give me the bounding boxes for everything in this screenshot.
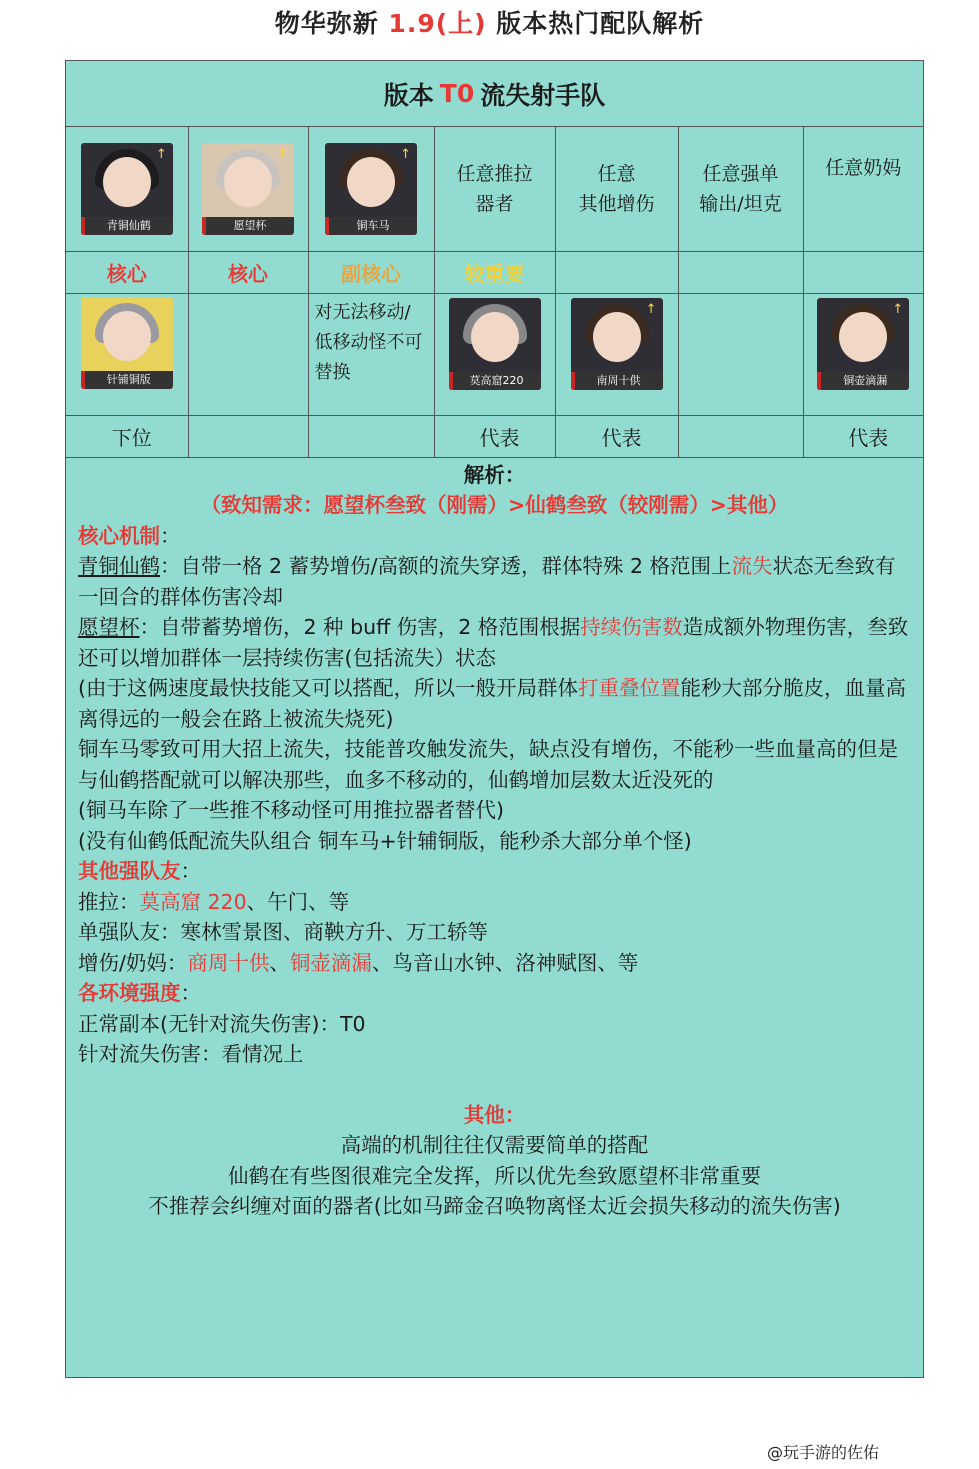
role-label: 核心 — [188, 251, 308, 293]
note-1: (由于这俩速度最快技能又可以搭配，所以一般开局群体打重叠位置能秒大部分脆皮，血量高离得远的一般会在路上被流失烧死) — [78, 676, 906, 731]
other-line-1: 高端的机制往往仅需要简单的搭配 — [340, 1133, 649, 1157]
character-portrait-yuanwang[interactable]: ↑ 愿望杯 — [202, 143, 294, 235]
alt-label — [308, 415, 434, 457]
alt-label: 代表 — [434, 415, 555, 457]
others-heading: 其他强队友： — [78, 859, 201, 883]
upgrade-arrow-icon: ↑ — [400, 146, 411, 162]
slot-healer: 任意奶妈 — [803, 127, 923, 251]
role-label — [555, 251, 678, 293]
team-card — [65, 60, 924, 1378]
analysis-section — [66, 458, 923, 1222]
role-label: 较重要 — [434, 251, 555, 293]
alt-label: 下位 — [66, 415, 188, 457]
upgrade-arrow-icon: ↑ — [277, 146, 288, 162]
slot-push: 任意推拉 器者 — [434, 127, 555, 251]
yuanwang-desc: 愿望杯：自带蓄势增伤，2 种 buff 伤害，2 格范围根据持续伤害数造成额外物理伤害，叁致还可以增加群体一层持续伤害(包括流失）状态 — [78, 615, 909, 670]
alt-label — [678, 415, 803, 457]
requirement-line: （致知需求：愿望杯叁致（刚需）>仙鹤叁致（较刚需）>其他） — [200, 493, 789, 517]
single-line: 单强队友：寒林雪景图、商鞅方升、万工轿等 — [78, 920, 488, 944]
watermark: @玩手游的佐佑 — [766, 1443, 879, 1462]
role-label — [803, 251, 923, 293]
env-line-1: 正常副本(无针对流失伤害)：T0 — [78, 1011, 366, 1036]
env-heading: 各环境强度： — [78, 981, 201, 1005]
alt-label — [188, 415, 308, 457]
character-portrait-tongchema[interactable]: ↑ 铜车马 — [325, 143, 417, 235]
char-cell-xianhe — [66, 127, 188, 251]
other-heading: 其他： — [463, 1102, 526, 1127]
core-heading: 核心机制： — [78, 523, 181, 548]
char-cell-yuanwang — [188, 127, 308, 251]
alt-cell-5 — [555, 293, 678, 415]
upgrade-arrow-icon: ↑ — [892, 302, 904, 317]
slot-buff: 任意 其他增伤 — [555, 127, 678, 251]
upgrade-arrow-icon: ↑ — [645, 302, 657, 317]
buff-line: 增伤/奶妈：商周十供、铜壶滴漏、鸟音山水钟、洛神赋图、等 — [78, 950, 639, 975]
env-line-2: 针对流失伤害：看情况上 — [78, 1042, 304, 1066]
character-portrait-zhenpu[interactable]: 针铺铜版 — [81, 297, 173, 389]
role-label — [678, 251, 803, 293]
character-portrait-tonghu[interactable]: ↑ 铜壶滴漏 — [817, 298, 909, 390]
page-title: 物华弥新 1.9(上) 版本热门配队解析 — [274, 9, 705, 38]
note-2: (铜马车除了一些推不移动怪可用推拉器者替代) — [78, 798, 504, 822]
upgrade-arrow-icon: ↑ — [155, 146, 167, 162]
alt-label: 代表 — [555, 415, 678, 457]
push-line: 推拉：莫高窟 220、午门、等 — [78, 889, 350, 914]
role-label: 核心 — [66, 251, 188, 293]
xianhe-desc: 青铜仙鹤：自带一格 2 蓄势增伤/高额的流失穿透，群体特殊 2 格范围上流失状态无叁致有一回合的群体伤害冷却 — [78, 554, 896, 609]
character-portrait-nanzhou[interactable]: ↑ 南周十供 — [571, 298, 663, 390]
alt-cell-4 — [434, 293, 555, 415]
alt-label: 代表 — [803, 415, 923, 457]
alt-cell-7 — [803, 293, 923, 415]
role-label: 副核心 — [308, 251, 434, 293]
alt-cell-6 — [678, 293, 803, 415]
analysis-heading: 解析： — [463, 462, 526, 487]
note-3: (没有仙鹤低配流失队组合 铜车马+针辅铜版，能秒杀大部分单个怪) — [78, 828, 692, 853]
character-portrait-mogaoku[interactable]: 莫高窟220 — [449, 298, 541, 390]
team-grid — [66, 127, 923, 458]
character-portrait-xianhe[interactable]: ↑ 青铜仙鹤 — [81, 143, 173, 235]
slot-dps-tank: 任意强单 输出/坦克 — [678, 127, 803, 251]
other-line-3: 不推荐会纠缠对面的器者(比如马蹄金召唤物离怪太近会损失移动的流失伤害) — [148, 1194, 841, 1218]
alt-cell-2 — [188, 293, 308, 415]
char-cell-tongchema — [308, 127, 434, 251]
alt-cell-1 — [66, 293, 188, 415]
tongche-desc: 铜车马零致可用大招上流失，技能普攻触发流失，缺点没有增伤，不能秒一些血量高的但是与仙鹤搭配就可以解决那些，血多不移动的，仙鹤增加层数太近没死的 — [78, 737, 898, 792]
team-header: 版本 T0 流失射手队 — [66, 61, 923, 127]
alt-cell-3: 对无法移动/低移动怪不可替换 — [308, 293, 434, 415]
other-line-2: 仙鹤在有些图很难完全发挥，所以优先叁致愿望杯非常重要 — [228, 1163, 761, 1188]
